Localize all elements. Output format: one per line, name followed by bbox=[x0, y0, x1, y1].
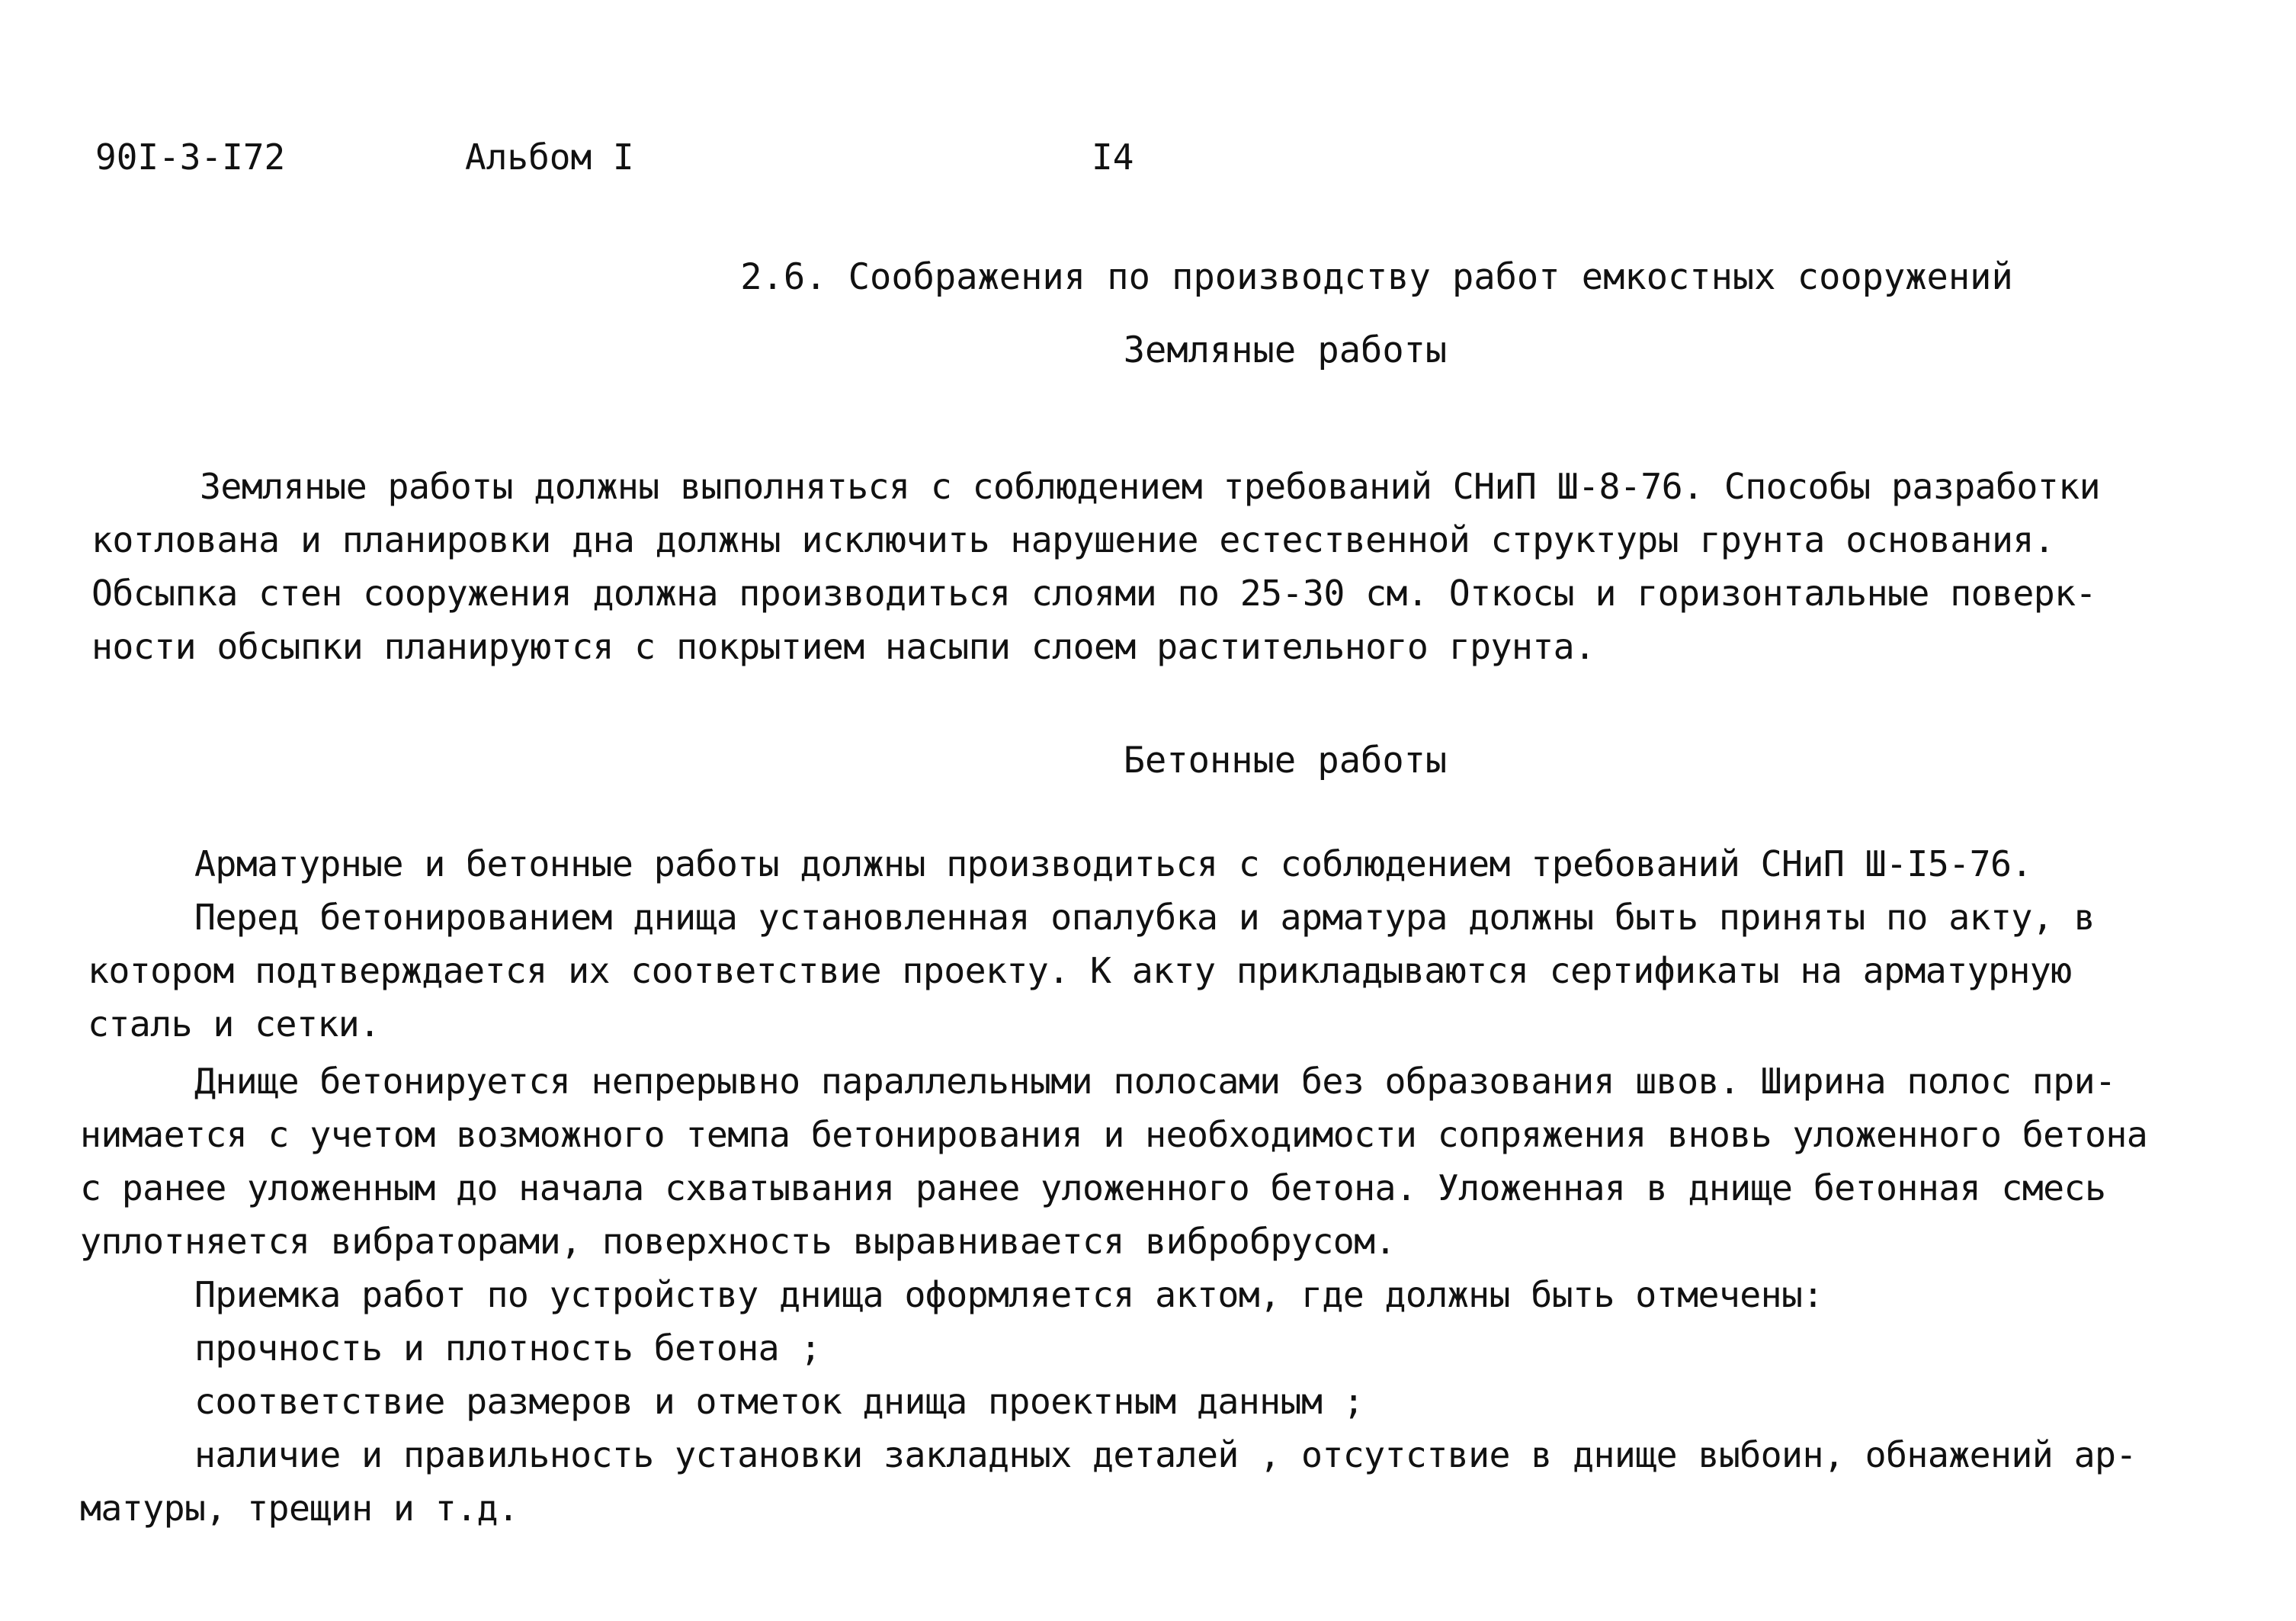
text-line: Днище бетонируется непрерывно параллельными полосами без образования швов. Ширина полос при- bbox=[194, 1061, 2116, 1102]
text-line: Перед бетонированием днища установленная опалубка и арматура должны быть приняты по акту, в bbox=[194, 897, 2095, 938]
text-line: Земляные работы должны выполняться с соблюдением требований СНиП Ш-8-76. Способы разработки bbox=[200, 466, 2100, 507]
text-line: котлована и планировки дна должны исключить нарушение естественной структуры грунта основания. bbox=[91, 519, 2055, 560]
text-line: прочность и плотность бетона ; bbox=[194, 1327, 821, 1369]
text-line: ности обсыпки планируются с покрытием насыпи слоем растительного грунта. bbox=[91, 626, 1595, 667]
text-line: нимается с учетом возможного темпа бетонирования и необходимости сопряжения вновь уложенного бетона bbox=[80, 1114, 2148, 1155]
document-code: 90I-3-I72 bbox=[95, 136, 286, 178]
earthworks-heading: Земляные работы bbox=[1123, 329, 1448, 371]
text-line: матуры, трещин и т.д. bbox=[80, 1488, 519, 1529]
text-line: сталь и сетки. bbox=[88, 1003, 380, 1045]
section-title: 2.6. Соображения по производству работ емкостных сооружений bbox=[740, 256, 2013, 298]
text-line: с ранее уложенным до начала схватывания ранее уложенного бетона. Уложенная в днище бетонная смесь bbox=[80, 1167, 2106, 1209]
page-number: I4 bbox=[1092, 136, 1134, 178]
text-line: Арматурные и бетонные работы должны производиться с соблюдением требований СНиП Ш-I5-76. bbox=[194, 843, 2032, 884]
concrete-heading: Бетонные работы bbox=[1123, 740, 1448, 782]
text-line: Приемка работ по устройству днища оформляется актом, где должны быть отмечены: bbox=[194, 1274, 1823, 1315]
text-line: наличие и правильность установки закладных деталей , отсутствие в днище выбоин, обнажений ар- bbox=[194, 1434, 2137, 1475]
text-line: уплотняется вибраторами, поверхность выравнивается вибробрусом. bbox=[80, 1221, 1396, 1262]
album-label: Альбом I bbox=[465, 136, 634, 178]
text-line: Обсыпка стен сооружения должна производиться слоями по 25-30 см. Откосы и горизонтальные поверк- bbox=[91, 573, 2096, 614]
text-line: соответствие размеров и отметок днища проектным данным ; bbox=[194, 1381, 1364, 1422]
text-line: котором подтверждается их соответствие проекту. К акту прикладываются сертификаты на арматурную bbox=[88, 950, 2072, 991]
